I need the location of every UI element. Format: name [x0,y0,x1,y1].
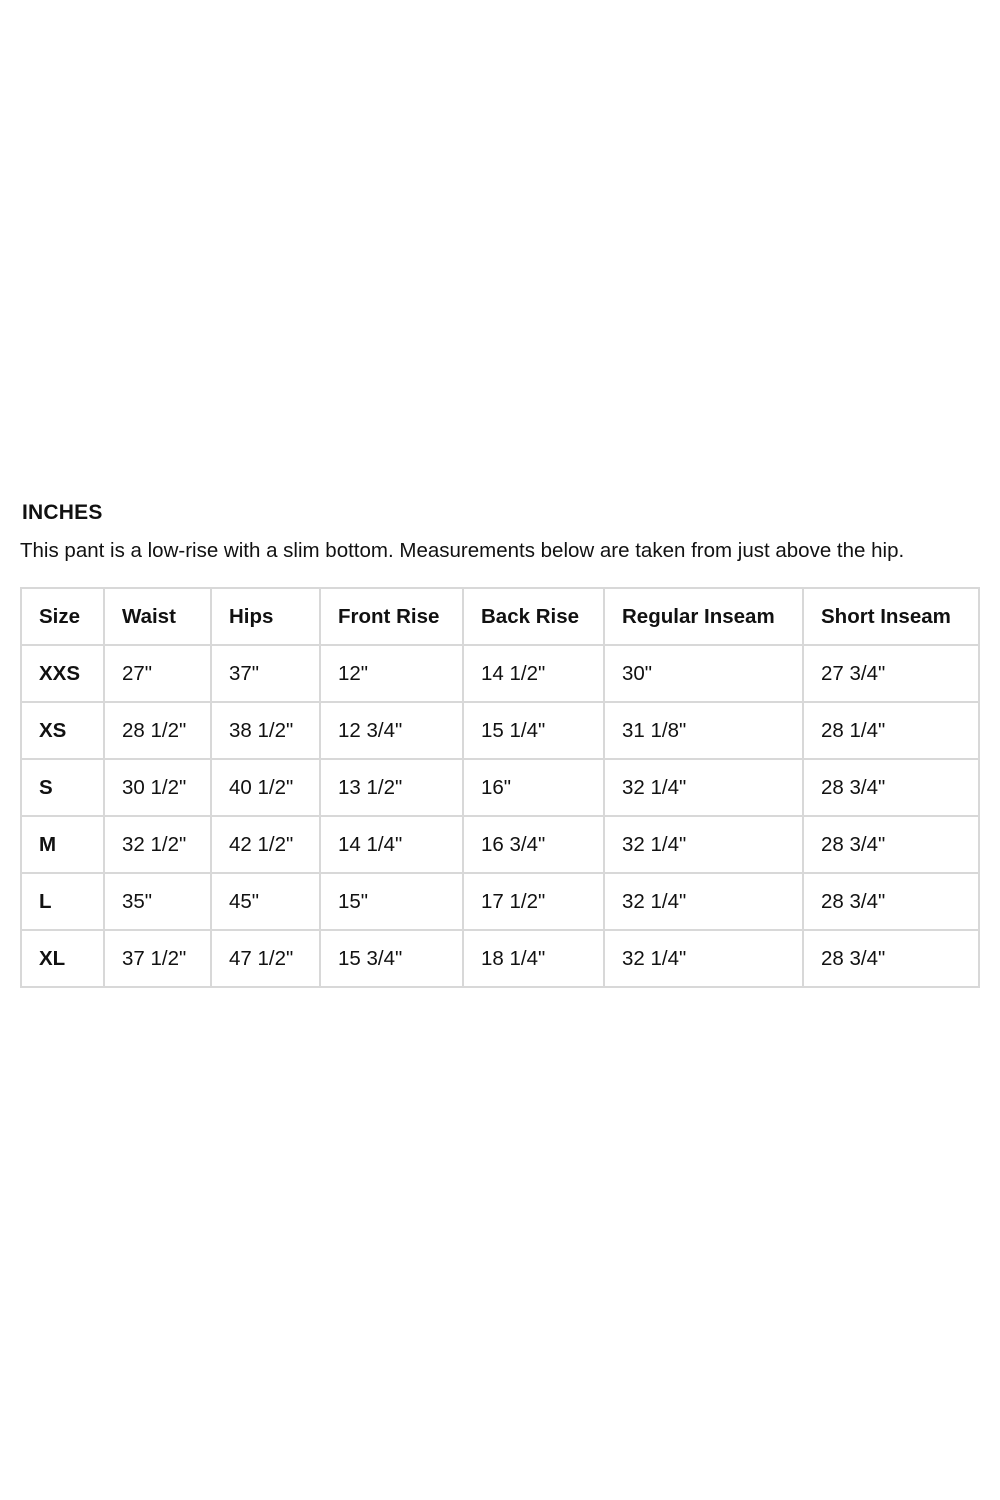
header-row [21,588,979,645]
column-header-size: Size [21,588,104,645]
short-inseam-cell: 28 3/4" [803,873,979,930]
back-rise-cell: 16" [463,759,604,816]
regular-inseam-cell: 30" [604,645,803,702]
short-inseam-cell: 28 3/4" [803,816,979,873]
waist-cell: 30 1/2" [104,759,211,816]
size-cell: XS [21,702,104,759]
hips-cell: 37" [211,645,320,702]
short-inseam-cell: 28 3/4" [803,930,979,987]
regular-inseam-cell: 31 1/8" [604,702,803,759]
size-cell: XXS [21,645,104,702]
regular-inseam-cell: 32 1/4" [604,930,803,987]
hips-cell: 40 1/2" [211,759,320,816]
table-row [21,759,979,816]
table-header [21,588,979,645]
front-rise-cell: 14 1/4" [320,816,463,873]
size-cell: XL [21,930,104,987]
regular-inseam-cell: 32 1/4" [604,816,803,873]
waist-cell: 32 1/2" [104,816,211,873]
waist-cell: 37 1/2" [104,930,211,987]
column-header-waist: Waist [104,588,211,645]
column-header-front-rise: Front Rise [320,588,463,645]
column-header-regular-inseam: Regular Inseam [604,588,803,645]
waist-cell: 27" [104,645,211,702]
front-rise-cell: 12 3/4" [320,702,463,759]
waist-cell: 28 1/2" [104,702,211,759]
back-rise-cell: 18 1/4" [463,930,604,987]
size-cell: M [21,816,104,873]
table-row [21,702,979,759]
hips-cell: 45" [211,873,320,930]
table-row [21,873,979,930]
column-header-back-rise: Back Rise [463,588,604,645]
hips-cell: 42 1/2" [211,816,320,873]
size-table [20,587,980,988]
back-rise-cell: 15 1/4" [463,702,604,759]
column-header-short-inseam: Short Inseam [803,588,979,645]
regular-inseam-cell: 32 1/4" [604,759,803,816]
size-chart [20,498,978,988]
short-inseam-cell: 28 1/4" [803,702,979,759]
short-inseam-cell: 28 3/4" [803,759,979,816]
hips-cell: 38 1/2" [211,702,320,759]
front-rise-cell: 13 1/2" [320,759,463,816]
chart-description: This pant is a low-rise with a slim bottom. Measurements below are taken from just above the hip. [20,539,905,562]
column-header-hips: Hips [211,588,320,645]
front-rise-cell: 15" [320,873,463,930]
regular-inseam-cell: 32 1/4" [604,873,803,930]
table-row [21,645,979,702]
short-inseam-cell: 27 3/4" [803,645,979,702]
unit-heading: INCHES [22,501,103,524]
table-row [21,930,979,987]
table-body [21,645,979,987]
size-cell: L [21,873,104,930]
back-rise-cell: 17 1/2" [463,873,604,930]
back-rise-cell: 14 1/2" [463,645,604,702]
front-rise-cell: 15 3/4" [320,930,463,987]
hips-cell: 47 1/2" [211,930,320,987]
back-rise-cell: 16 3/4" [463,816,604,873]
waist-cell: 35" [104,873,211,930]
table-row [21,816,979,873]
size-cell: S [21,759,104,816]
front-rise-cell: 12" [320,645,463,702]
